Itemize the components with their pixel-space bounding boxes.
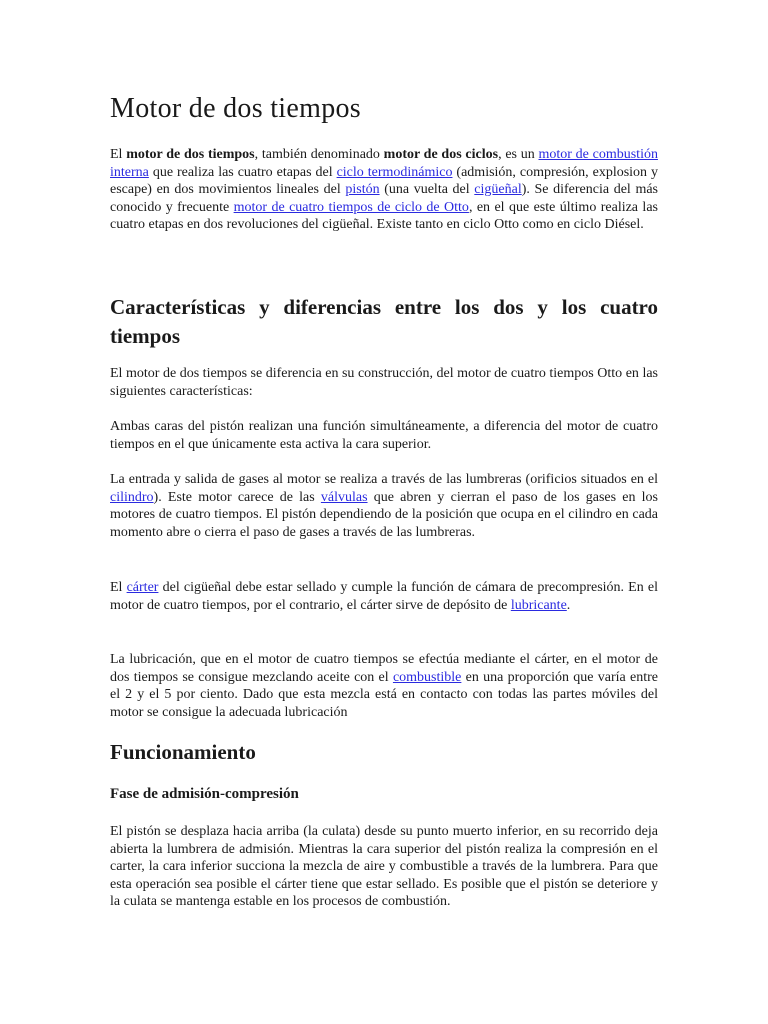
intro-text-2: , también denominado (254, 147, 384, 162)
page-title: Motor de dos tiempos (110, 93, 361, 124)
caracteristicas-paragraph-5 (110, 651, 658, 721)
link-piston[interactable]: pistón (345, 182, 380, 198)
p3-text-3: que abren y cierran el paso de los gases en los motores de cuatro tiempos. El pistón dependiendo de la posición que ocupa en el cilindro en cada momento abre o cierra el paso de gases a través de las lumbreras. (110, 489, 658, 540)
p4-text-1: El (110, 580, 127, 595)
caracteristicas-paragraph-2: Ambas caras del pistón realizan una función simultáneamente, a diferencia del motor de cuatro tiempos en el que únicamente esta activa la cara superior. (110, 419, 658, 452)
p4-text-2: del cigüeñal debe estar sellado y cumple la función de cámara de precompresión. En el motor de cuatro tiempos, por el contrario, el cárter sirve de depósito de (110, 580, 658, 613)
intro-text-7: ). Se diferencia del más conocido y frecuente (110, 182, 658, 215)
intro-text-4: que realiza las cuatro etapas del (148, 164, 337, 180)
p3-text-1: La entrada y salida de gases al motor se realiza a través de las lumbreras (orificios situados en el (110, 472, 658, 487)
intro-text-5: (admisión, compresión, explosion y escape) en dos movimientos lineales del (110, 164, 658, 198)
link-valvulas[interactable]: válvulas (320, 489, 368, 505)
link-ciclo-termodinamico[interactable]: ciclo termodinámico (336, 164, 453, 180)
caracteristicas-paragraph-1: El motor de dos tiempos se diferencia en su construcción, del motor de cuatro tiempos Otto en las siguientes características: (110, 366, 658, 399)
intro-bold-1: motor de dos tiempos (126, 147, 255, 162)
intro-text-1: El (110, 147, 127, 162)
p5-text-1: La lubricación, que en el motor de cuatro tiempos se efectúa mediante el cárter, en el motor de dos tiempos se consigue mezclando aceite con el (110, 652, 658, 685)
link-combustible[interactable]: combustible (392, 669, 462, 685)
caracteristicas-paragraph-4 (110, 579, 658, 614)
link-carter[interactable]: cárter (126, 580, 159, 595)
intro-bold-2: motor de dos ciclos (383, 147, 499, 162)
link-lubricante[interactable]: lubricante (510, 597, 567, 613)
link-cigueñal[interactable]: cigüeñal (474, 182, 522, 198)
intro-text-6: (una vuelta del (379, 182, 475, 198)
p5-text-2: en una proporción que varía entre el 2 y el 5 por ciento. Dado que esta mezcla está en contacto con todas las partes móviles del motor se consigue la adecuada lubricación (110, 669, 659, 720)
subheading-fase-admision: Fase de admisión-compresión (110, 786, 299, 802)
caracteristicas-paragraph-3 (110, 471, 658, 541)
section-heading-funcionamiento: Funcionamiento (110, 740, 256, 764)
section-heading-caracteristicas: Características y diferencias entre los dos y los cuatro tiempos (110, 295, 658, 348)
p3-text-2: ). Este motor carece de las (153, 489, 321, 505)
intro-paragraph (110, 146, 658, 234)
link-motor-combustion-interna[interactable]: motor de combustión interna (110, 147, 658, 180)
link-cilindro[interactable]: cilindro (110, 489, 154, 505)
intro-text-8: , en el que este último realiza las cuatro etapas en dos revoluciones del cigüeñal. Existe tanto en ciclo Otto como en ciclo Diésel. (110, 199, 658, 233)
intro-text-3: , es un (498, 147, 539, 162)
link-motor-cuatro-tiempos[interactable]: motor de cuatro tiempos de ciclo de Otto (233, 199, 469, 215)
funcionamiento-paragraph-1: El pistón se desplaza hacia arriba (la culata) desde su punto muerto inferior, en su recorrido deja abierta la lumbrera de admisión. Mientras la cara superior del pistón realiza la compresión en el carter, la cara inferior succiona la mezcla de aire y combustible a través de la lumbrera. Para que esta operación sea posible el cárter tiene que estar sellado. Es posible que el pistón se deteriore y la culata se mantenga estable en los procesos de combustión. (110, 824, 658, 910)
p4-text-3: . (566, 597, 571, 613)
